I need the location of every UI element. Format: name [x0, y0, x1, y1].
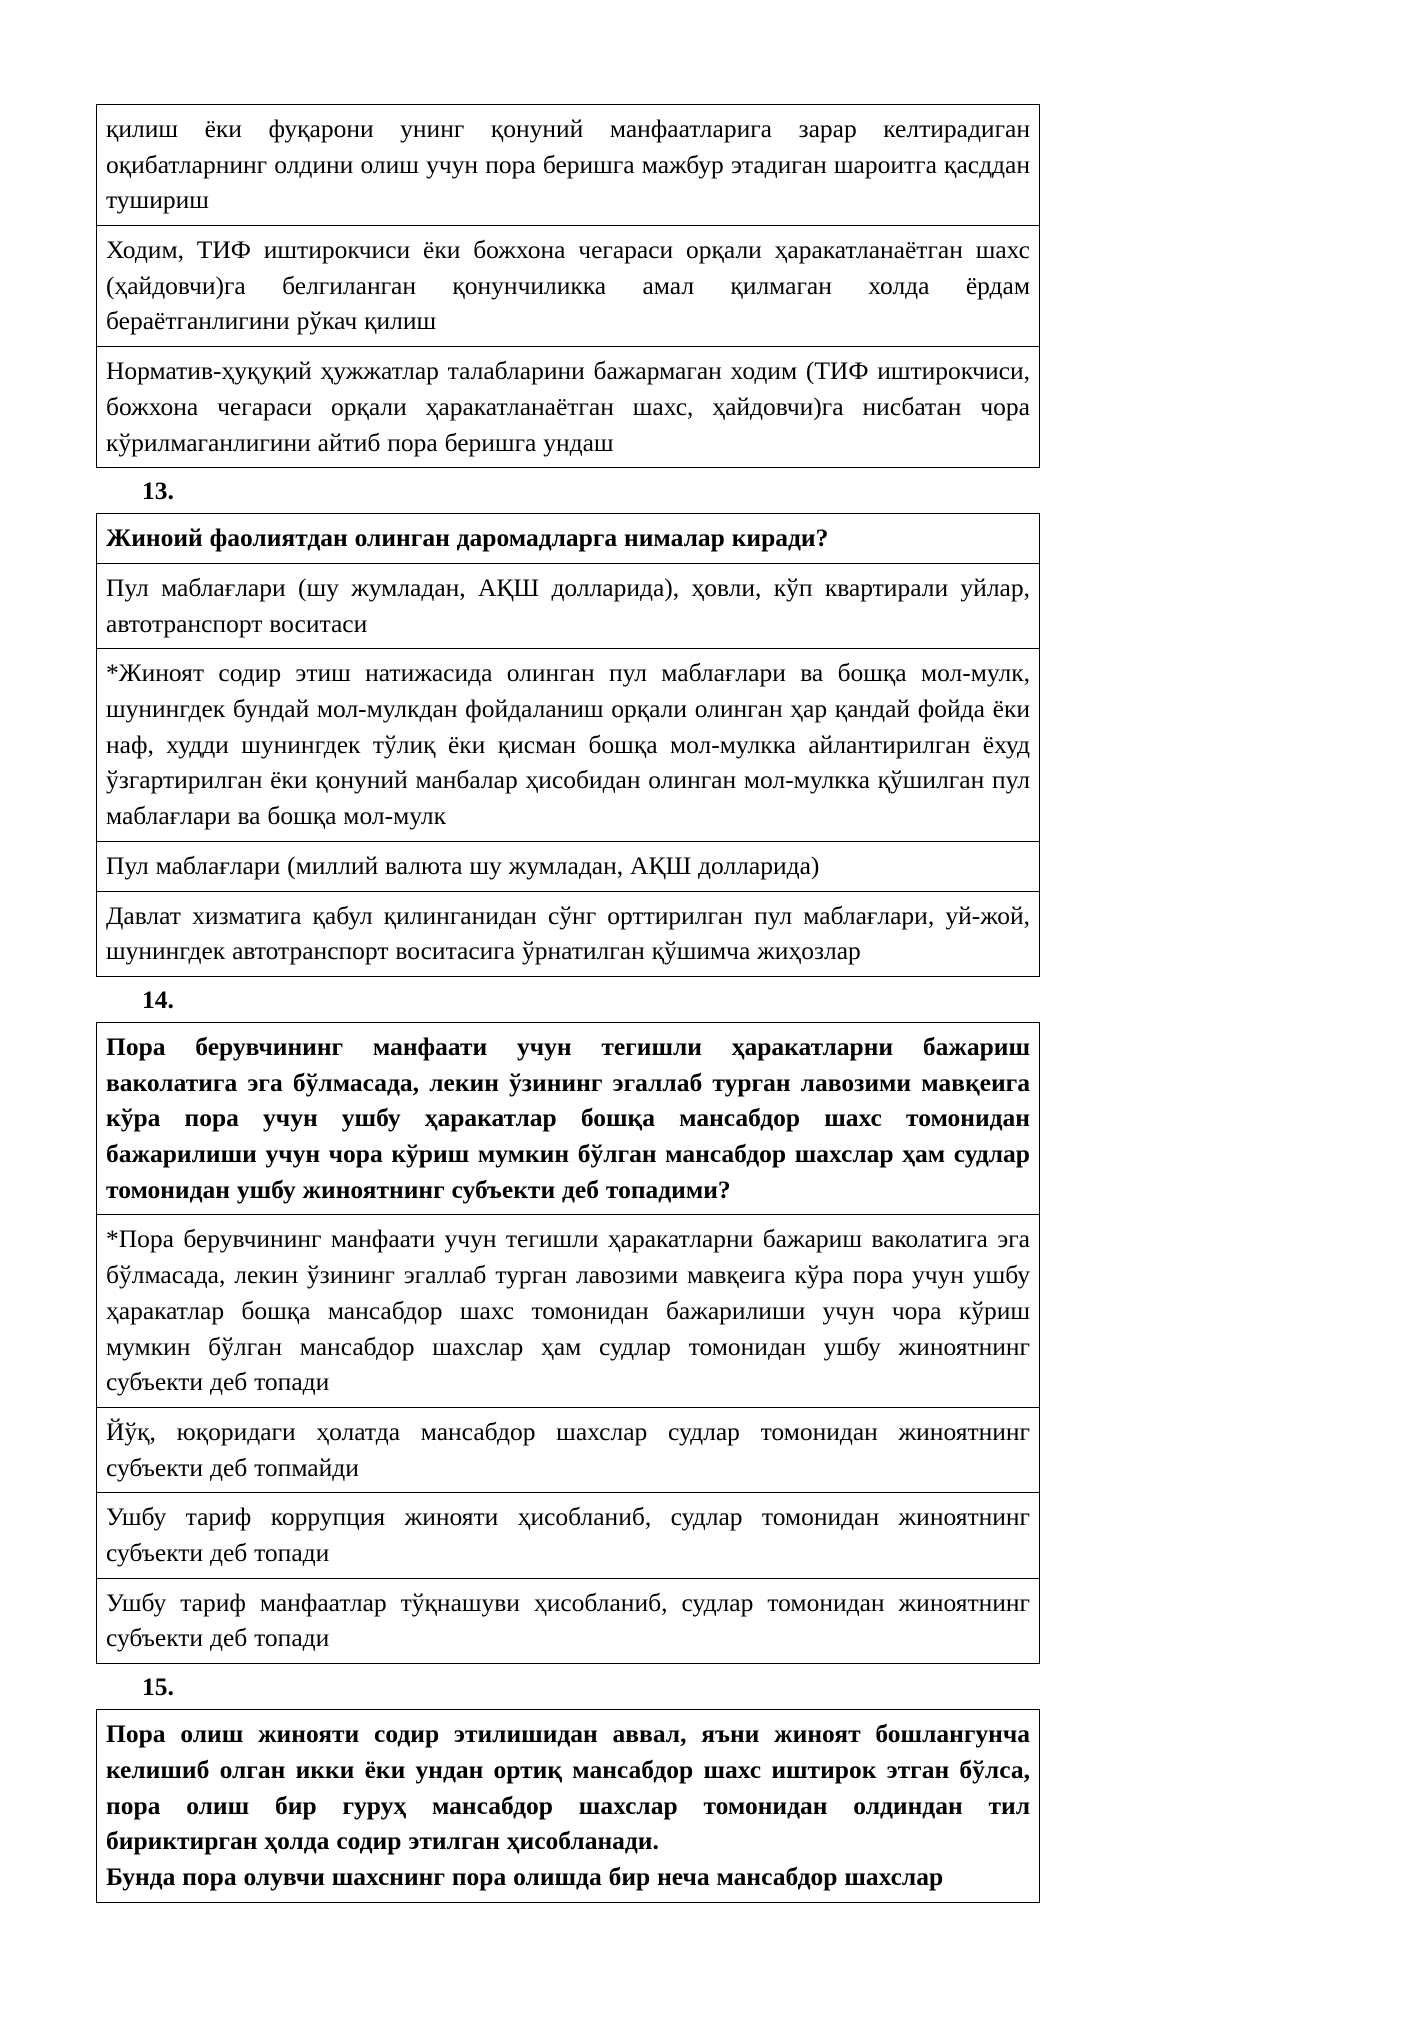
answer-cell: Ушбу тариф манфаатлар тўқнашуви ҳисобланиб, судлар томонидан жиноятнинг субъекти деб топади — [97, 1578, 1040, 1663]
section-number-13: 13. — [142, 476, 174, 506]
answer-cell: *Пора берувчининг манфаати учун тегишли ҳаракатларни бажариш ваколатига эга бўлмасада, лекин ўзининг эгаллаб турган лавозими мавқеига кўра пора учун ушбу ҳаракатлар бошқа мансабдор шахс томонидан бажарилиши учун чора кўриш мумкин бўлган мансабдор шахслар ҳам судлар томонидан ушбу жиноятнинг субъекти деб топади — [97, 1215, 1040, 1407]
question-table-14 — [96, 1022, 1040, 1664]
section-number-15: 15. — [142, 1672, 174, 1702]
question-cell — [97, 1710, 1040, 1902]
table-row — [97, 347, 1040, 468]
answer-cell: Норматив-ҳуқуқий ҳужжатлар талабларини бажармаган ходим (ТИФ иштирокчиси, божхона чегараси орқали ҳаракатланаётган шахс, ҳайдовчи)га нисбатан чора кўрилмаганлигини айтиб пора беришга ундаш — [97, 347, 1040, 468]
answer-cell: Пул маблағлари (миллий валюта шу жумладан, АҚШ долларида) — [97, 841, 1040, 891]
answer-cell: Ходим, ТИФ иштирокчиси ёки божхона чегараси орқали ҳаракатланаётган шахс (ҳайдовчи)га белгиланган қонунчиликка амал қилмаган холда ёрдам бераётганлигини рўкач қилиш — [97, 226, 1040, 347]
table-row — [97, 226, 1040, 347]
question-cell: Жиноий фаолиятдан олинган даромадларга нималар киради? — [97, 514, 1040, 564]
question-cell: Пора берувчининг манфаати учун тегишли ҳаракатларни бажариш ваколатига эга бўлмасада, лекин ўзининг эгаллаб турган лавозими мавқеига кўра пора учун ушбу ҳаракатлар бошқа мансабдор шахс томонидан бажарилиши учун чора кўриш мумкин бўлган мансабдор шахслар ҳам судлар томонидан ушбу жиноятнинг субъекти деб топадими? — [97, 1023, 1040, 1215]
table-row — [97, 1493, 1040, 1578]
answer-cell: *Жиноят содир этиш натижасида олинган пул маблағлари ва бошқа мол-мулк, шунингдек бундай мол-мулкдан фойдаланиш орқали олинган ҳар қандай фойда ёки наф, худди шунингдек тўлиқ ёки қисман бошқа мол-мулкка айлантирилган ёхуд ўзгартирилган ёки қонуний манбалар ҳисобидан олинган мол-мулкка қўшилган пул маблағлари ва бошқа мол-мулк — [97, 649, 1040, 841]
table-row — [97, 1407, 1040, 1492]
table-row — [97, 1023, 1040, 1215]
answer-cell: Давлат хизматига қабул қилинганидан сўнг орттирилган пул маблағлари, уй-жой, шунингдек автотранспорт воситасига ўрнатилган қўшимча жиҳозлар — [97, 891, 1040, 976]
answer-cell: Ушбу тариф коррупция жинояти ҳисобланиб, судлар томонидан жиноятнинг субъекти деб топади — [97, 1493, 1040, 1578]
section-number-14: 14. — [142, 984, 174, 1014]
answer-cell: Йўқ, юқоридаги ҳолатда мансабдор шахслар судлар томонидан жиноятнинг субъекти деб топмайди — [97, 1407, 1040, 1492]
question-table-15 — [96, 1709, 1040, 1902]
table-row — [97, 1215, 1040, 1407]
table-row — [97, 514, 1040, 564]
page-content — [96, 104, 1040, 1903]
answer-cell: Пул маблағлари (шу жумладан, АҚШ долларида), ҳовли, кўп квартирали уйлар, автотранспорт воситаси — [97, 564, 1040, 649]
question-table-13 — [96, 513, 1040, 977]
table-row — [97, 649, 1040, 841]
question-paragraph-1: Пора олиш жинояти содир этилишидан аввал, яъни жиноят бошлангунча келишиб олган икки ёки ундан ортиқ мансабдор шахс иштирок этган бўлса, пора олиш бир гуруҳ мансабдор шахслар томонидан олдиндан тил бириктирган ҳолда содир этилган ҳисобланади. — [106, 1719, 1030, 1856]
table-row — [97, 1710, 1040, 1902]
answer-cell: қилиш ёки фуқарони унинг қонуний манфаатларига зарар келтирадиган оқибатларнинг олдини олиш учун пора беришга мажбур этадиган шароитга қасддан тушириш — [97, 105, 1040, 226]
continued-answers-table — [96, 104, 1040, 468]
table-row — [97, 1578, 1040, 1663]
table-row — [97, 564, 1040, 649]
question-paragraph-2: Бунда пора олувчи шахснинг пора олишда бир неча мансабдор шахслар — [106, 1861, 944, 1891]
table-row — [97, 891, 1040, 976]
table-row — [97, 841, 1040, 891]
table-row — [97, 105, 1040, 226]
